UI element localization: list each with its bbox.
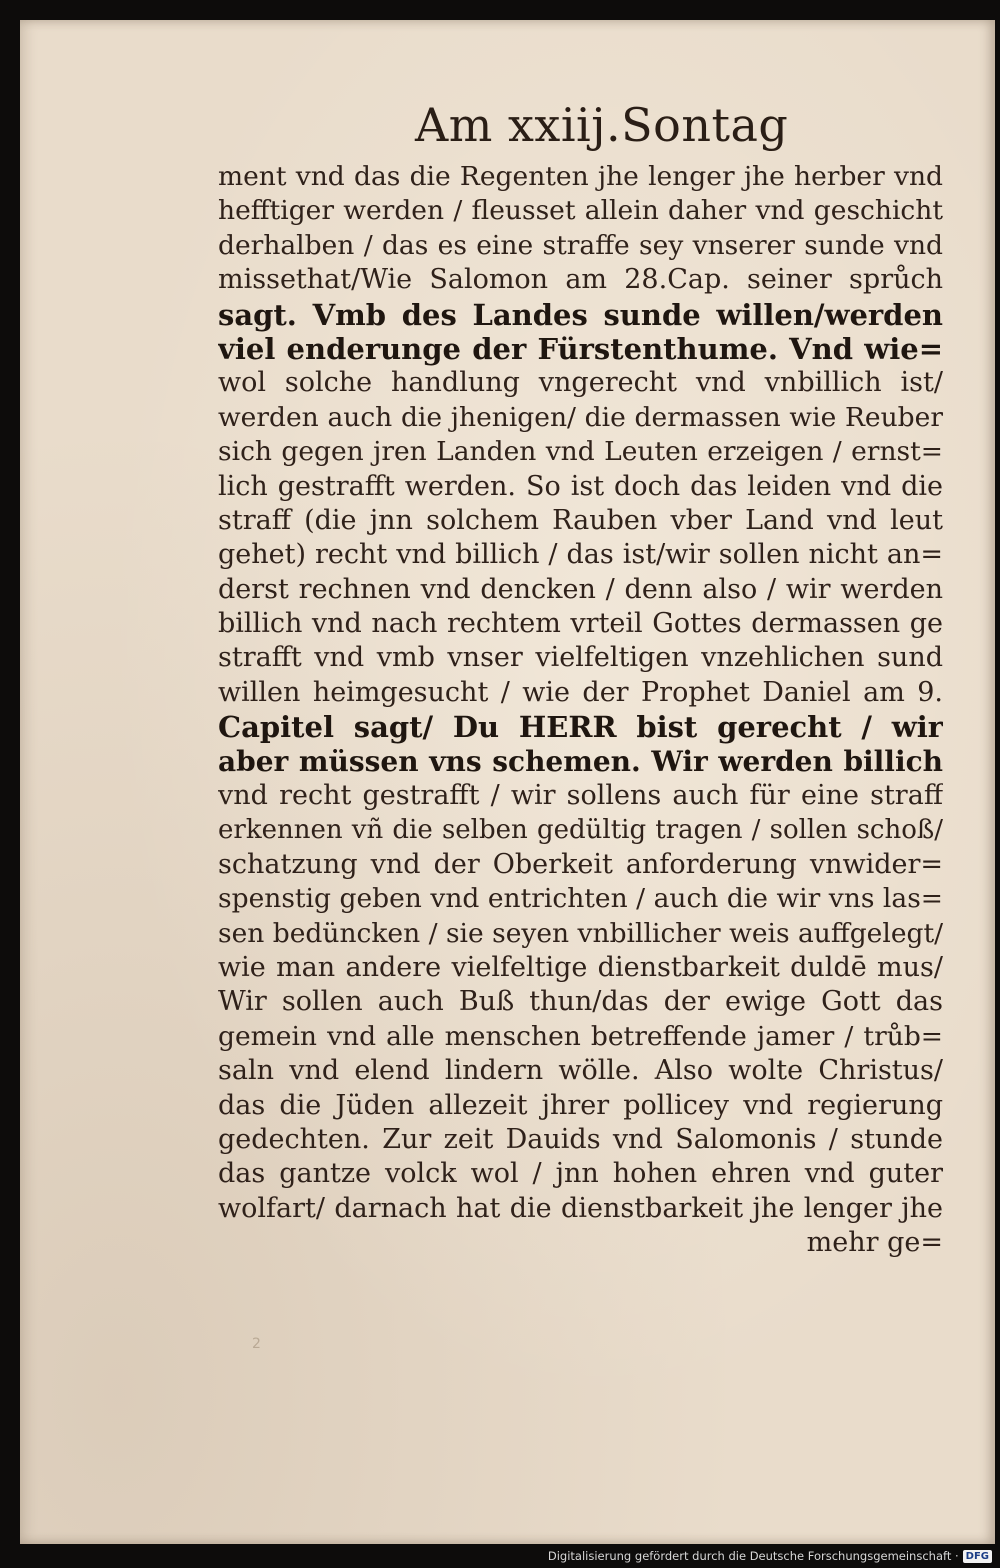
text-line: hefftiger werden / fleusset allein daher vnd geschicht [218, 195, 943, 227]
text-line: schatzung vnd der Oberkeit anforderung vnwider= [218, 848, 943, 880]
footer-credit [548, 1546, 992, 1566]
text-line: lich gestrafft werden. So ist doch das leiden vnd die [218, 470, 943, 502]
text-line: gedechten. Zur zeit Dauids vnd Salomonis / stunde [218, 1123, 943, 1155]
text-line: aber müssen vns schemen. Wir werden billich [218, 744, 943, 778]
dfg-logo-icon: DFG [963, 1550, 992, 1563]
text-line: gemein vnd alle menschen betreffende jamer / trůb= [218, 1020, 943, 1052]
text-line: saln vnd elend lindern wölle. Also wolte Christus/ [218, 1055, 943, 1087]
text-line: sich gegen jren Landen vnd Leuten erzeigen / ernst= [218, 436, 943, 468]
text-line: derhalben / das es eine straffe sey vnserer sunde vnd [218, 229, 943, 261]
book-page [20, 20, 995, 1544]
text-line: wie man andere vielfeltige dienstbarkeit duldē mus/ [218, 951, 943, 983]
text-line: Wir sollen auch Buß thun/das der ewige Gott das [218, 986, 943, 1018]
text-line: sen bedüncken / sie seyen vnbillicher weis auffgelegt/ [218, 917, 943, 949]
text-line: wol solche handlung vngerecht vnd vnbillich ist/ [218, 367, 943, 399]
text-line: Capitel sagt/ Du HERR bist gerecht / wir [218, 710, 943, 745]
text-line: ment vnd das die Regenten jhe lenger jhe herber vnd [218, 161, 943, 192]
page-header-title: Am xxiij.Sontag [415, 98, 789, 152]
text-line: erkennen vñ die selben gedültig tragen / sollen schoß/ [218, 815, 943, 846]
text-line: viel enderunge der Fürstenthume. Vnd wie= [218, 331, 943, 366]
text-line: vnd recht gestrafft / wir sollens auch für eine straff [218, 780, 943, 812]
text-line: willen heimgesucht / wie der Prophet Daniel am 9. [218, 676, 943, 708]
text-line: sagt. Vmb des Landes sunde willen/werden [218, 297, 943, 332]
text-line: wolfart/ darnach hat die dienstbarkeit jhe lenger jhe [218, 1192, 943, 1224]
text-line: werden auch die jhenigen/ die dermassen wie Reuber [218, 401, 943, 433]
text-line: straff (die jnn solchem Rauben vber Land vnd leut [218, 504, 943, 536]
text-line: das die Jüden allezeit jhrer pollicey vnd regierung [218, 1089, 943, 1121]
pencil-mark: 2 [252, 1336, 261, 1352]
text-line: missethat/Wie Salomon am 28.Cap. seiner sprůch [218, 264, 943, 296]
text-line: billich vnd nach rechtem vrteil Gottes dermassen ge [218, 608, 943, 640]
text-line: mehr ge= [806, 1227, 943, 1259]
text-line: strafft vnd vmb vnser vielfeltigen vnzehlichen sund [218, 642, 943, 674]
text-line: gehet) recht vnd billich / das ist/wir sollen nicht an= [218, 539, 943, 571]
text-line: das gantze volck wol / jnn hohen ehren vnd guter [218, 1158, 943, 1190]
page-body-text [218, 160, 943, 1261]
text-line: derst rechnen vnd dencken / denn also / wir werden [218, 573, 943, 605]
footer-credit-text: Digitalisierung gefördert durch die Deutsche Forschungsgemeinschaft · [547, 1549, 959, 1563]
text-line: spenstig geben vnd entrichten / auch die wir vns las= [218, 883, 943, 915]
